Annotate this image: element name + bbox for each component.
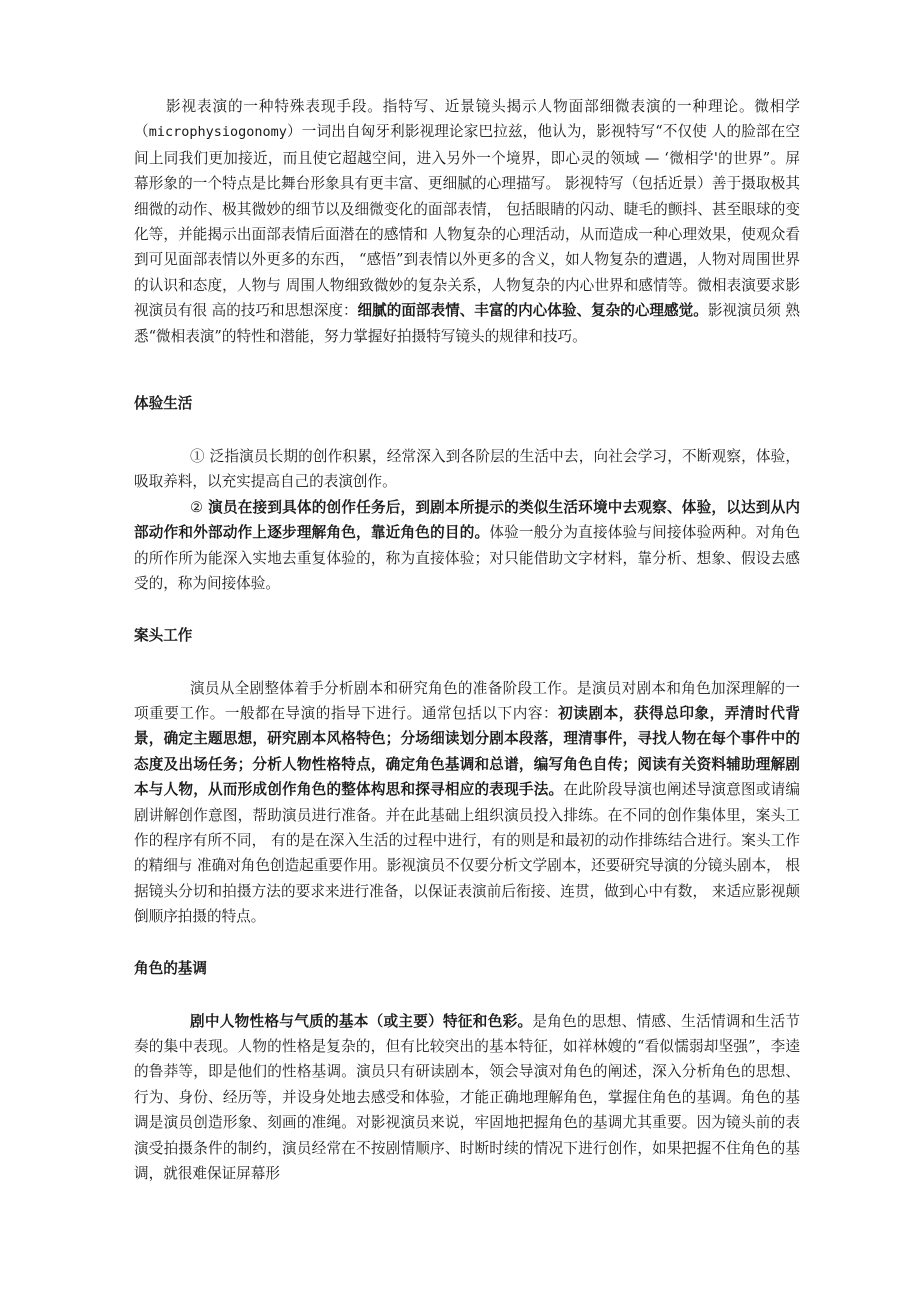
keynote-text: 是角色的思想、情感、生活情调和生活节奏的集中表现。人物的性格是复杂的，但有比较突出的基本特征，如祥林嫂的“看似懦弱却坚强”，李逵的鲁莽等，即是他们的性格基调。演员只有研读剧本，领会导演对角色的阐述，深入分析角色的思想、行为、身份、经历等，并设身处地去感受和体验，才能正确地理解角色，掌握住角色的基调。角色的基调是演员创造形象、刻画的准绳。对影视演员来说，牢固地把握角色的基调尤其重要。因为镜头前的表演受拍摄条件的制约，演员经常在不按剧情顺序、时断时续的情况下进行创作，如果把握不住角色的基调，就很难保证屏幕形 [134,1012,800,1182]
keynote-bold-text: 剧中人物性格与气质的基本（或主要）特征和色彩。 [190,1012,533,1030]
section-heading-experience: 体验生活 [134,395,193,413]
document-page [134,94,800,1186]
desk-work-paragraph [134,676,800,930]
spacer [134,416,800,444]
paragraph-number: ② [190,498,209,516]
intro-text-3: 影视演员须 熟悉“微相表演”的特性和潜能，努力掌握好拍摄特写镜头的规律和技巧。 [134,302,801,345]
desk-work-bold-text: 初读剧本，获得总印象，弄清时代背景，确定主题思想，研究剧本风格特色；分场细读划分剧本段落，理清事件，寻找人物在每个事件中的态度及出场任务；分析人物性格特点，确定角色基调和总谱，编写角色自传；阅读有关资料辅助理解剧本与人物，从而形成创作角色的整体构思和探寻相应的表现手法。 [134,704,800,799]
intro-bold-text: 细腻的面部表情、丰富的内心体验、复杂的心理感觉。 [357,302,708,320]
section-heading-desk-work: 案头工作 [134,626,193,644]
intro-paragraph [134,94,800,349]
spacer [134,981,800,1009]
intro-text-1: 影视表演的一种特殊表现手段。指特写、近景镜头揭示人物面部细微表演的一种理论。微相学（ [134,98,800,141]
experience-text: 体验一般分为直接体验与间接体验两种。对角色的所作所为能深入实地去重复体验的，称为直接体验；对只能借助文字材料，靠分析、想象、假设去感受的，称为间接体验。 [134,524,800,593]
experience-bold-text: 演员在接到具体的创作任务后，到剧本所提示的类似生活环境中去观察、体验，以达到从内部动作和外部动作上逐步理解角色，靠近角色的目的。 [134,498,800,542]
spacer [134,349,800,391]
section-heading-keynote: 角色的基调 [134,959,207,977]
intro-text-2: ）一词出自匈牙利影视理论家巴拉兹，他认为，影视特写“不仅使 人的脸部在空间上同我们更加接近，而且使它超越空间，进入另外一个境界，即心灵的领域 — ‘微相学'的世界”。屏幕形象的一个特点是比舞台形象具有更丰富、更细腻的心理描写。 影视特写（包括近景）善于摄取极其细微的动作、极其微妙的细节以及细微变化的面部表情， 包括眼睛的闪动、睫毛的颤抖、甚至眼球的变化等，并能揭示出面部表情后面潜在的感情和 人物复杂的心理活动，从而造成一种心理效果，使观众看到可见面部表情以外更多的东西， “感悟”到表情以外更多的含义，如人物复杂的遭遇，人物对周围世界的认识和态度，人物与 周围人物细致微妙的复杂关系，人物复杂的内心世界和感情等。微相表演要求影视演员有很 高的技巧和思想深度： [134,123,800,320]
desk-work-text-2: 在此阶段导演也阐述导演意图或请编剧讲解创作意图，帮助演员进行准备。并在此基础上组织演员投入排练。在不同的创作集体里，案头工作的程序有所不同， 有的是在深入生活的过程中进行，有的则是和最初的动作排练结合进行。案头工作的精细与 准确对角色创造起重要作用。影视演员不仅要分析文学剧本，还要研究导演的分镜头剧本， 根据镜头分切和拍摄方法的要求来进行准备，以保证表演前后衔接、连贯，做到心中有数， 来适应影视颠倒顺序拍摄的特点。 [134,781,801,926]
experience-paragraph-2 [134,495,800,597]
spacer [134,930,800,956]
keynote-paragraph [134,1009,800,1187]
intro-term: microphysiogonomy [148,124,287,141]
desk-work-text-1: 演员从全剧整体着手分析剧本和研究角色的准备阶段工作。是演员对剧本和角色加深理解的一项重要工作。一般都在导演的指导下进行。通常包括以下内容： [134,679,800,722]
spacer [134,648,800,676]
experience-paragraph-1: ① 泛指演员长期的创作积累，经常深入到各阶层的生活中去，向社会学习，不断观察，体验，吸取养料，以充实提高自己的表演创作。 [134,448,800,491]
spacer [134,597,800,623]
